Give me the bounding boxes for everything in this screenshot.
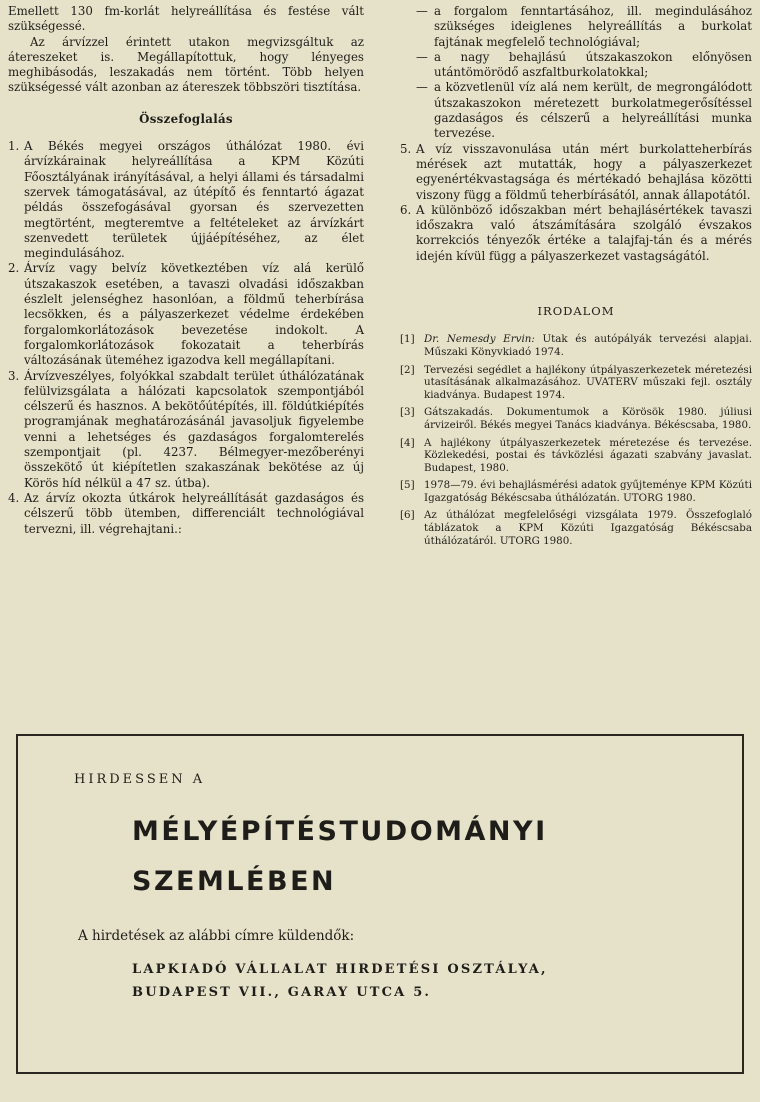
dash-item-text: a közvetlenül víz alá nem került, de megrongálódott útszakaszokon méretezett burkolatmegerősítéssel gazdaságos és célszerű a helyreállítási munka tervezése.	[434, 80, 752, 141]
reference-item	[400, 509, 752, 547]
summary-item	[400, 203, 752, 264]
summary-item	[8, 139, 364, 261]
reference-text: A hajlékony útpályaszerkezetek méretezése és tervezése. Közlekedési, postai és távközlési ágazati szabvány javaslat. Budapest, 1980.	[424, 436, 752, 474]
left-column	[8, 4, 364, 537]
ad-journal-title-line2: SZEMLÉBEN	[132, 866, 337, 897]
summary-item-number: 4.	[8, 490, 20, 505]
dash-item: — a nagy behajlású útszakaszokon előnyösen utántömörödő aszfaltburkolatokkal;	[416, 49, 752, 80]
reference-number: [5]	[400, 479, 415, 492]
summary-item	[400, 142, 752, 203]
references-list	[400, 333, 752, 547]
intro-paragraph-2: Az árvízzel érintett utakon megvizsgáltuk az átereszeket is. Megállapítottuk, hogy lényeges meghibásodás, leszakadás nem történt. Több helyen szükségessé vált azonban az átereszek többszöri tisztítása.	[8, 34, 364, 95]
references-title: IRODALOM	[537, 304, 615, 319]
reference-text: Az úthálózat megfelelőségi vizsgálata 1979. Összefoglaló táblázatok a KPM Közúti Igazgatóság Békéscsaba úthálózatáról. UTORG 1980.	[424, 509, 752, 547]
reference-text: Utak és autópályák tervezési alapjai. Műszaki Könyvkiadó 1974.	[424, 333, 752, 358]
summary-item-text: Az árvíz okozta útkárok helyreállítását gazdaságos és célszerű több ütemben, differenciált technológiával tervezni, ill. végrehajtani.:	[24, 490, 364, 536]
ad-address-line2: BUDAPEST VII., GARAY UTCA 5.	[132, 985, 432, 1000]
intro-paragraph-1: Emellett 130 fm-korlát helyreállítása és festése vált szükségessé.	[8, 4, 364, 34]
reference-number: [1]	[400, 333, 415, 346]
summary-item-number: 2.	[8, 261, 20, 276]
summary-item-number: 1.	[8, 139, 20, 154]
summary-list-continued	[400, 142, 752, 264]
section-title: Összefoglalás	[139, 111, 233, 126]
reference-number: [3]	[400, 406, 415, 419]
ad-journal-title-line1: MÉLYÉPÍTÉSTUDOMÁNYI	[132, 816, 548, 847]
right-column	[400, 4, 752, 552]
reference-item	[400, 406, 752, 431]
reference-item	[400, 479, 752, 504]
summary-item-text: A víz visszavonulása után mért burkolatteherbírás mérések azt mutatták, hogy a pályaszerkezet egyenértékvastagsága és mértékadó behajlása közötti viszony függ a földmű teherbírásától, annak állapotától.	[416, 141, 752, 202]
summary-list	[8, 139, 364, 537]
advertisement-box	[16, 734, 744, 1074]
summary-item-text: Árvíz vagy belvíz következtében víz alá kerülő útszakaszok esetében, a tavaszi olvadási időszakban észlelt jelenséghez hasonlóan, a földmű teherbírása lecsökken, és a pályaszerkezet védelme érdekében forgalomkorlátozások bevezetése indokolt. A forgalomkorlátozások fokozatait a teherbírás változásának üteméhez igazodva kell megállapítani.	[24, 261, 364, 368]
ad-heading-small: HIRDESSEN A	[74, 772, 206, 787]
summary-item-text: A Békés megyei országos úthálózat 1980. évi árvízkárainak helyreállítása a KPM Közúti Főosztályának irányításával, a helyi állami és társadalmi szervek támogatásával, az útépítő és fenntartó ágazat példás összefogásával gyorsan és szervezetten megtörtént, megteremtve a feltételeket az árvízkárt szenvedett területek újjáépítéséhez, az élet megindulásához.	[24, 139, 364, 261]
reference-number: [2]	[400, 363, 415, 376]
reference-item	[400, 364, 752, 402]
dash-item-text: a forgalom fenntartásához, ill. megindulásához szükséges ideiglenes helyreállítás a burkolat fajtának megfelelő technológiával;	[434, 4, 752, 49]
reference-text: Tervezési segédlet a hajlékony útpályaszerkezetek méretezési utasításának alkalmazásához. UVATERV műszaki fejl. osztály kiadványa. Budapest 1974.	[424, 363, 752, 401]
dash-item: — a forgalom fenntartásához, ill. megindulásához szükséges ideiglenes helyreállítás a burkolat fajtának megfelelő technológiával;	[416, 4, 752, 49]
summary-item-text: Árvízveszélyes, folyókkal szabdalt terület úthálózatának felülvizsgálata a hálózati kapcsolatok szempontjából célszerű és hasznos. A bekötőútépítés, ill. földútkiépítés programjának meghatározásánál javasoljuk figyelembe venni a lehetséges és gazdaságos forgalomterelés szempontjait (pl. 4237. Bélmegyer-mezőberényi összekötő út kiépítetlen szakaszának bekötése az új Körös híd nélkül a 47 sz. útba).	[24, 368, 364, 490]
summary-item	[8, 369, 364, 491]
reference-number: [4]	[400, 436, 415, 449]
reference-text: Gátszakadás. Dokumentumok a Körösök 1980. júliusi árvizeiről. Békés megyei Tanács kiadványa. Békéscsaba, 1980.	[424, 406, 752, 431]
summary-item-number: 3.	[8, 368, 20, 383]
dash-list	[400, 4, 752, 142]
reference-text: 1978—79. évi behajlásmérési adatok gyűjteménye KPM Közúti Igazgatóság Békéscsaba úthálózatán. UTORG 1980.	[424, 479, 752, 504]
reference-item	[400, 333, 752, 358]
summary-item	[8, 261, 364, 368]
summary-item-number: 6.	[400, 202, 412, 217]
ad-address-line1: LAPKIADÓ VÁLLALAT HIRDETÉSI OSZTÁLYA,	[132, 962, 548, 977]
dash-item-text: a nagy behajlású útszakaszokon előnyösen utántömörödő aszfaltburkolatokkal;	[434, 49, 752, 80]
summary-item-text: A különböző időszakban mért behajlásértékek tavaszi időszakra való átszámítására szolgáló évszakos korrekciós tényezők értéke a talajfaj-tán és a mérés idején kívül függ a pályaszerkezet vastagságától.	[416, 202, 752, 263]
ad-instruction: A hirdetések az alábbi címre küldendők:	[78, 928, 355, 944]
summary-item-number: 5.	[400, 141, 412, 156]
summary-item	[8, 491, 364, 537]
reference-item	[400, 437, 752, 475]
dash-item: — a közvetlenül víz alá nem került, de megrongálódott útszakaszokon méretezett burkolatmegerősítéssel gazdaságos és célszerű a helyreállítási munka tervezése.	[416, 80, 752, 141]
reference-number: [6]	[400, 509, 415, 522]
reference-author: Dr. Nemesdy Ervin:	[424, 333, 535, 346]
